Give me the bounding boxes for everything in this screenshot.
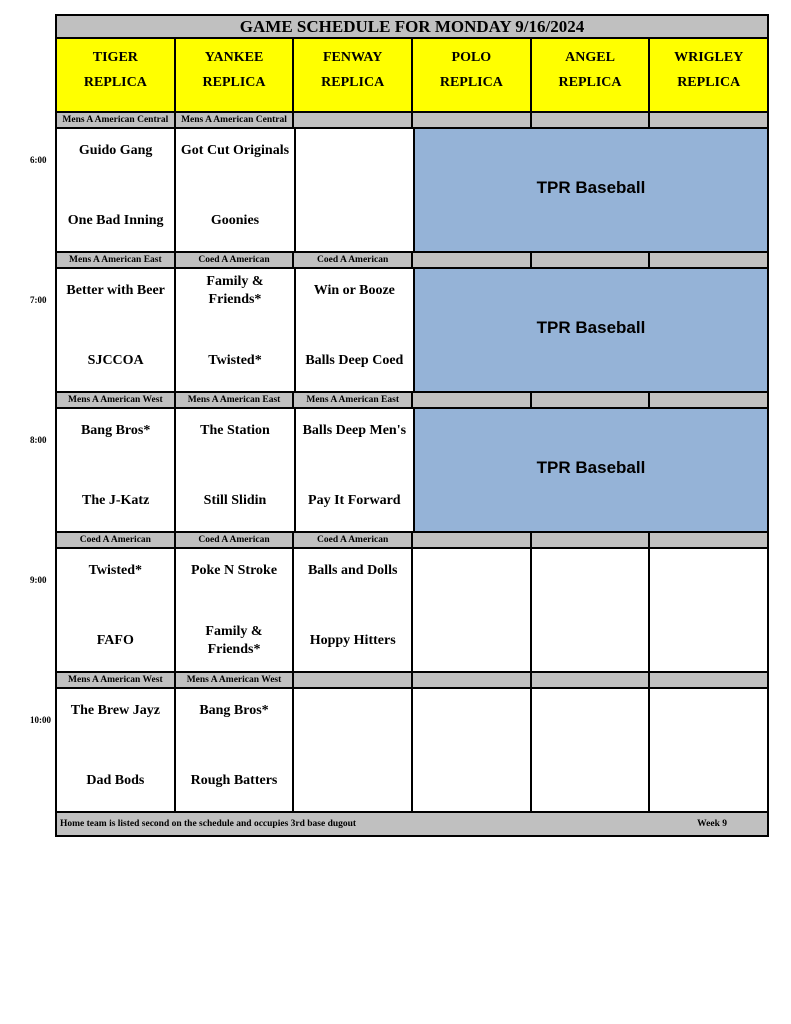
field-header-polo: POLO REPLICA [413,39,532,111]
field-header-yankee: YANKEE REPLICA [176,39,295,111]
away-team: Twisted* [88,563,143,578]
home-team: SJCCOA [87,353,144,368]
away-team: Family & Friends* [206,274,264,307]
division-label [413,253,532,267]
week-label: Week 9 [697,819,727,829]
away-team: Poke N Stroke [190,563,278,578]
division-label [413,673,532,687]
division-label: Coed A American [176,533,295,547]
division-label [532,673,651,687]
away-team: Win or Booze [313,283,395,298]
reserved-block-label: TPR Baseball [536,458,646,477]
time-label: 8:00 [30,435,47,445]
division-label [532,393,651,407]
reserved-block-label: TPR Baseball [536,178,646,197]
game-cell [176,409,295,531]
home-team: One Bad Inning [67,213,164,228]
home-team: Family & Friends* [205,624,263,657]
division-label [294,113,413,127]
reserved-block [415,129,767,251]
away-team: Bang Bros* [80,423,151,438]
home-team: Still Slidin [203,493,267,508]
game-cell [413,689,532,811]
schedule-sheet [55,14,769,837]
game-cell [57,549,176,671]
home-team: Twisted* [208,353,262,368]
reserved-block-label: TPR Baseball [536,318,646,337]
footer-note: Home team is listed second on the schedule and occupies 3rd base dugout [60,819,357,829]
time-label: 10:00 [30,715,51,725]
division-label [532,253,651,267]
division-label [650,253,767,267]
home-team: Goonies [210,213,260,228]
home-team: Rough Batters [190,773,278,788]
game-cell [296,269,415,391]
away-team: Guido Gang [78,143,153,158]
division-label [650,113,767,127]
division-label: Coed A American [57,533,176,547]
division-row [55,531,769,549]
division-label: Mens A American West [57,393,176,407]
division-row [55,111,769,129]
field-header-wrigley: WRIGLEY REPLICA [650,39,767,111]
home-team: FAFO [96,633,134,648]
time-label: 6:00 [30,155,47,165]
away-team: Balls Deep Men's [302,423,407,438]
game-cell [413,549,532,671]
division-label: Mens A American Central [176,113,295,127]
field-header-tiger: TIGER REPLICA [57,39,176,111]
away-team: The Brew Jayz [70,703,160,718]
game-cell [650,689,767,811]
division-label [532,533,651,547]
field-header-row [55,39,769,111]
game-cell [57,129,176,251]
division-label [294,673,413,687]
game-cell [294,689,413,811]
slot-row [55,129,769,251]
slot-row [55,549,769,671]
division-label: Mens A American East [57,253,176,267]
game-cell [650,549,767,671]
game-cell [294,549,413,671]
slot-row [55,409,769,531]
game-cell [57,269,176,391]
division-label: Coed A American [294,253,413,267]
slot-row [55,689,769,811]
reserved-block [415,409,767,531]
away-team: Balls and Dolls [307,563,398,578]
game-cell [532,689,651,811]
division-row [55,391,769,409]
home-team: Balls Deep Coed [305,353,404,368]
division-label: Mens A American West [57,673,176,687]
home-team: The J-Katz [82,493,150,508]
time-slots [55,111,769,811]
game-cell [176,269,295,391]
away-team: Bang Bros* [199,703,269,718]
game-cell [296,129,415,251]
time-label: 7:00 [30,295,47,305]
home-team: Pay It Forward [308,493,401,508]
away-team: The Station [200,423,270,438]
division-label [532,113,651,127]
game-cell [176,549,295,671]
away-team: Better with Beer [66,283,165,298]
division-label: Mens A American East [176,393,295,407]
field-header-angel: ANGEL REPLICA [532,39,651,111]
game-cell [532,549,651,671]
game-cell [296,409,415,531]
reserved-block [415,269,767,391]
division-label [650,393,767,407]
field-header-fenway: FENWAY REPLICA [294,39,413,111]
division-label [413,533,532,547]
game-cell [176,129,295,251]
home-team: Dad Bods [86,773,145,788]
division-label: Mens A American West [176,673,295,687]
game-cell [57,689,176,811]
time-label: 9:00 [30,575,47,585]
division-label: Mens A American Central [57,113,176,127]
division-row [55,671,769,689]
home-team: Hoppy Hitters [309,633,396,648]
game-cell [176,689,295,811]
division-label: Mens A American East [294,393,413,407]
division-label [650,533,767,547]
away-team: Got Cut Originals [180,143,290,158]
footer [55,811,769,837]
division-label [413,113,532,127]
division-label [413,393,532,407]
page-title: GAME SCHEDULE FOR MONDAY 9/16/2024 [55,14,769,39]
division-label: Coed A American [294,533,413,547]
division-label [650,673,767,687]
division-label: Coed A American [176,253,295,267]
division-row [55,251,769,269]
game-cell [57,409,176,531]
slot-row [55,269,769,391]
